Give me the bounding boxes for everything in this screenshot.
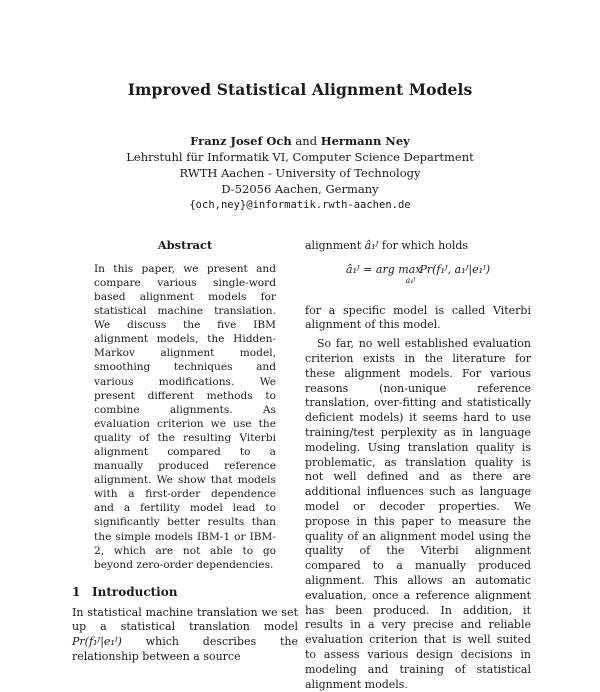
author-email: {och,ney}@informatik.rwth-aachen.de — [189, 199, 411, 211]
equation-rhs: Pr(f₁ᴶ, a₁ᴶ|e₁ᴵ) — [419, 262, 491, 276]
section-heading — [72, 585, 298, 600]
intro-text: which describes the relationship between a source — [72, 635, 298, 664]
section-title: Introduction — [92, 584, 178, 599]
equation-lhs: â₁ᴶ = arg max — [345, 262, 422, 276]
author-block — [0, 133, 600, 213]
intro-text: In statistical machine translation we set up a statistical translation model — [72, 605, 298, 634]
alignment-lead — [305, 239, 531, 254]
evaluation-paragraph: So far, no well established evaluation criterion exists in the literature for these alignment models. For various reasons (non-unique reference translation, over-fitting and statistically deficient models) it seems hard to use training/test perplexity as in language modeling. Using translation quality is problematic, as translation quality is not well defined and as there are additional influences such as language model or decoder properties. We propose in this paper to measure the quality of an alignment model using the quality of the Viterbi alignment compared to a manually produced alignment. This allows an automatic evaluation, once a reference alignment has been produced. In addition, it results in a very precise and reliable evaluation criterion that is well suited to assess various design decisions in modeling and training of statistical alignment models. — [305, 337, 531, 691]
viterbi-equation — [305, 263, 531, 289]
right-column — [305, 239, 531, 692]
affiliation-line: RWTH Aachen - University of Technology — [179, 166, 421, 180]
author-line — [0, 133, 600, 149]
intro-paragraph — [72, 606, 298, 665]
equation-argmax-subscript: a₁ᴶ — [405, 275, 416, 285]
viterbi-paragraph: for a specific model is called Viterbi alignment of this model. — [305, 303, 531, 332]
author-conjunction: and — [291, 134, 321, 148]
alignment-symbol: â₁ᴶ — [364, 239, 379, 252]
left-column — [72, 238, 298, 665]
paper-title: Improved Statistical Alignment Models — [127, 80, 473, 99]
author-name: Hermann Ney — [320, 134, 410, 148]
affiliation-line: D-52056 Aachen, Germany — [221, 182, 379, 196]
lead-text: for which holds — [378, 239, 469, 252]
author-name: Franz Josef Och — [190, 134, 292, 148]
abstract-text: In this paper, we present and compare various single-word based alignment models for statistical machine translation. We discuss the five IBM alignment models, the Hidden-Markov alignment model, smoothing techniques and various modifications. We present different methods to combine alignments. As evaluation criterion we use the quality of the resulting Viterbi alignment compared to a manually produced reference alignment. We show that models with a first-order dependence and a fertility model lead to significantly better results than the simple models IBM-1 or IBM-2, which are not able to go beyond zero-order dependencies. — [94, 262, 276, 571]
lead-text: alignment — [305, 239, 365, 252]
affiliation-line: Lehrstuhl für Informatik VI, Computer Science Department — [126, 150, 474, 164]
abstract-heading: Abstract — [157, 238, 213, 252]
section-number: 1 — [72, 584, 81, 599]
model-formula: Pr(f₁ᴶ|e₁ᴵ) — [72, 635, 122, 649]
